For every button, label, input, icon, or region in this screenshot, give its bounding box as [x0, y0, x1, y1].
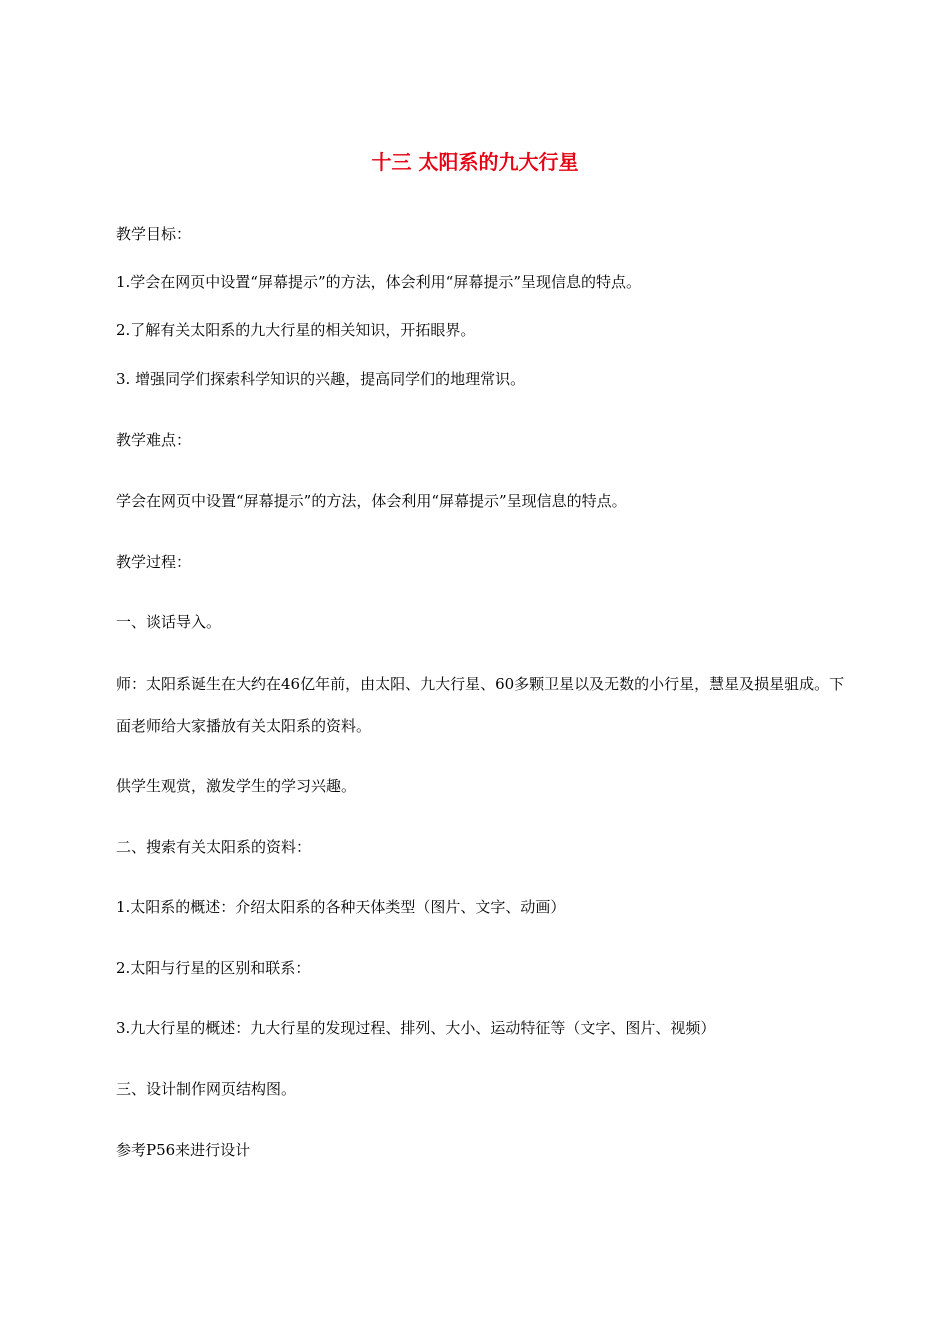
- step-two-item-2: 2.太阳与行星的区别和联系：: [116, 959, 311, 977]
- step-two-heading: 二、搜索有关太阳系的资料：: [116, 838, 312, 856]
- objective-item-1: 1.学会在网页中设置“屏幕提示”的方法，体会利用“屏幕提示”呈现信息的特点。: [116, 273, 641, 291]
- objective-item-3: 3. 增强同学们探索科学知识的兴趣，提高同学们的地理常识。: [116, 370, 526, 388]
- step-one-heading: 一、谈话导入。: [116, 613, 222, 631]
- step-two-item-1: 1.太阳系的概述：介绍太阳系的各种天体类型（图片、文字、动画）: [116, 898, 566, 916]
- student-activity-text: 供学生观赏，激发学生的学习兴趣。: [116, 777, 357, 795]
- document-title: 十三 太阳系的九大行星: [371, 150, 579, 174]
- step-three-heading: 三、设计制作网页结构图。: [116, 1080, 297, 1098]
- teacher-intro-paragraph: 师：太阳系诞生在大约在46亿年前，由太阳、九大行星、60多颗卫星以及无数的小行星，慧星及损星驵成。下面老师给大家播放有关太阳系的资料。: [116, 675, 845, 735]
- section-heading-process: 教学过程：: [116, 553, 192, 571]
- reference-note: 参考P56来进行设计: [116, 1141, 251, 1159]
- step-two-item-3: 3.九大行星的概述：九大行星的发现过程、排列、大小、运动特征等（文字、图片、视频）: [116, 1019, 716, 1037]
- difficulty-text: 学会在网页中设置“屏幕提示”的方法，体会利用“屏幕提示”呈现信息的特点。: [116, 492, 627, 510]
- objective-item-2: 2.了解有关太阳系的九大行星的相关知识，开拓眼界。: [116, 321, 476, 339]
- section-heading-objectives: 教学目标：: [116, 225, 192, 243]
- section-heading-difficulties: 教学难点：: [116, 431, 192, 449]
